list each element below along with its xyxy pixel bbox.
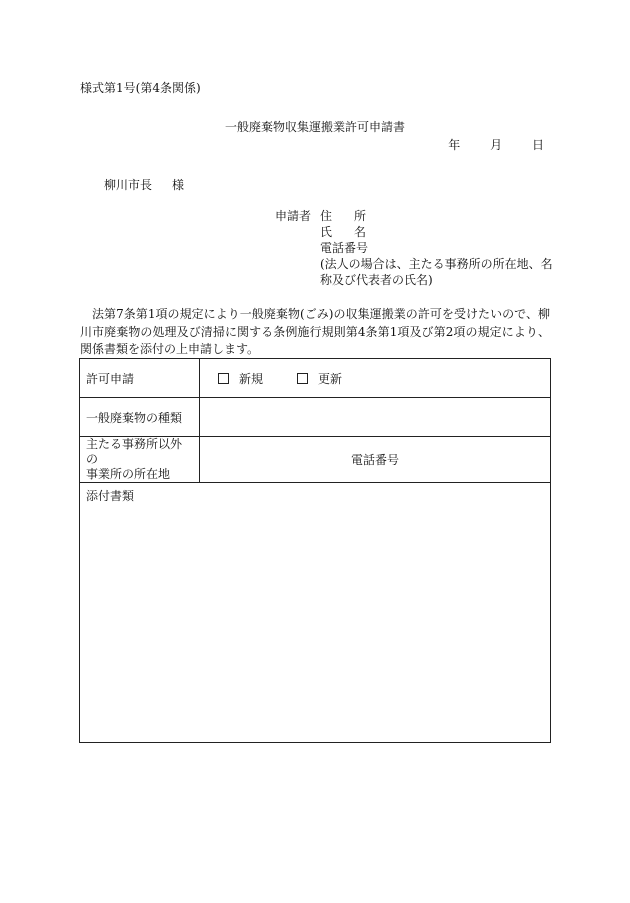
table-row-attachments [80, 483, 551, 743]
application-table [79, 358, 551, 743]
table-row-waste-type [80, 398, 551, 437]
name-field-label [320, 224, 553, 240]
other-office-label-line-1: 主たる事務所以外の [86, 437, 183, 466]
attachments-label: 添付書類 [86, 489, 135, 503]
application-statement: 法第7条第1項の規定により一般廃棄物(ごみ)の収集運搬業の許可を受けたいので、柳川市廃棄物の処理及び清掃に関する条例施行規則第4条第1項及び第2項の規定により、関係書類を添付の上申請します。 [80, 307, 550, 356]
permit-type-label: 許可申請 [80, 359, 200, 398]
waste-type-label: 一般廃棄物の種類 [80, 398, 200, 437]
name-label-char-2: 名 [354, 225, 367, 239]
new-checkbox[interactable] [218, 373, 229, 384]
year-label: 年 [448, 138, 461, 152]
month-label: 月 [490, 138, 503, 152]
table-row-other-office [80, 437, 551, 483]
corporate-note-line-1: (法人の場合は、主たる事務所の所在地、名 [320, 257, 553, 271]
phone-field-label: 電話番号 [320, 241, 369, 255]
address-label-char-1: 住 [320, 209, 333, 223]
address-label-char-2: 所 [354, 209, 367, 223]
date-line [448, 137, 544, 153]
other-office-phone-label: 電話番号 [350, 453, 399, 467]
table-row-permit-type [80, 359, 551, 398]
option-renew-label: 更新 [318, 371, 343, 386]
waste-type-field[interactable] [200, 398, 551, 437]
applicant-fields [320, 208, 553, 288]
other-office-field[interactable] [200, 437, 551, 483]
renew-checkbox[interactable] [297, 373, 308, 384]
other-office-label-line-2: 事業所の所在地 [86, 467, 171, 481]
day-label: 日 [531, 138, 544, 152]
recipient-name: 柳川市長 [104, 178, 153, 192]
option-new-label: 新規 [239, 371, 264, 386]
document-title: 一般廃棄物収集運搬業許可申請書 [224, 120, 405, 134]
addressee-line [104, 177, 184, 193]
address-field-label [320, 208, 553, 224]
permit-type-options [200, 359, 551, 398]
honorific: 様 [172, 178, 185, 192]
option-renew[interactable] [297, 370, 342, 387]
option-new[interactable] [218, 370, 263, 387]
corporate-note-line-2: 称及び代表者の氏名) [320, 273, 433, 287]
other-office-label [80, 437, 200, 483]
name-label-char-1: 氏 [320, 225, 333, 239]
form-number-label: 様式第1号(第4条関係) [80, 81, 201, 95]
attachments-field[interactable] [80, 483, 551, 743]
applicant-heading: 申請者 [275, 209, 312, 223]
